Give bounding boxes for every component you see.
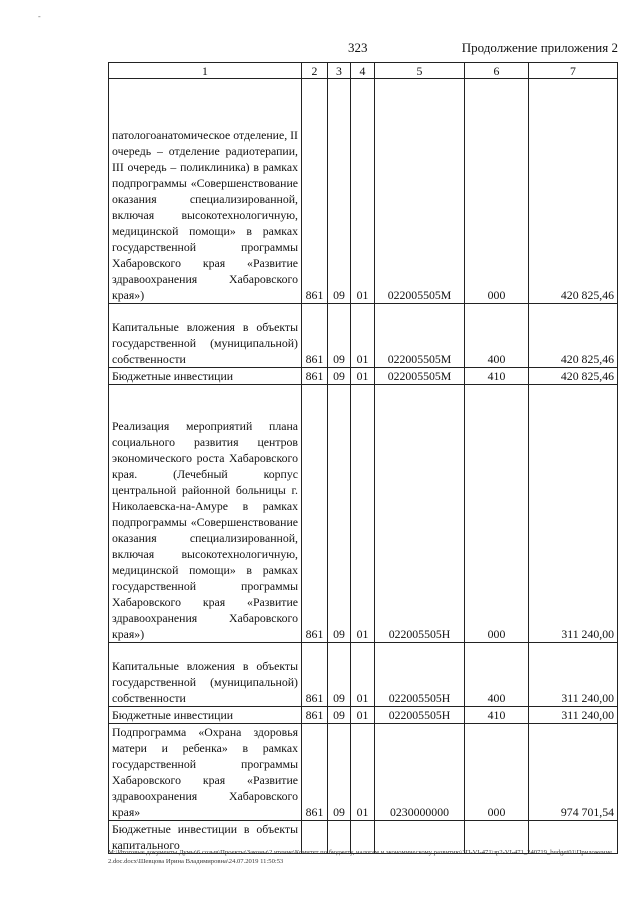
- row-amount: 420 825,46: [529, 79, 618, 304]
- row-grbs: 861: [302, 304, 328, 368]
- row-grbs: 861: [302, 724, 328, 821]
- row-name: патологоанатомическое отделение, II очередь – отделение радиотерапии, III очередь – поликлиника) в рамках подпрограммы «Совершенствование оказания специализированной, включая высокотехнологичную, медицинской помощи» в рамках государственной программы Хабаровского края «Развитие здравоохранения Хабаровского края»): [109, 79, 302, 304]
- row-csr: 022005505М: [375, 304, 465, 368]
- row-name: Бюджетные инвестиции в объекты капитального: [109, 821, 302, 854]
- row-amount: 420 825,46: [529, 368, 618, 385]
- column-header: 3: [328, 63, 351, 79]
- corner-mark: -: [38, 12, 41, 21]
- row-vr: 000: [465, 79, 529, 304]
- row-name: Бюджетные инвестиции: [109, 368, 302, 385]
- row-rz: 09: [328, 385, 351, 643]
- row-pr: 01: [351, 643, 375, 707]
- row-csr: 022005505Н: [375, 707, 465, 724]
- row-grbs: 861: [302, 707, 328, 724]
- column-header: 6: [465, 63, 529, 79]
- row-pr: 01: [351, 385, 375, 643]
- row-vr: 410: [465, 368, 529, 385]
- row-vr: 410: [465, 707, 529, 724]
- row-vr: 400: [465, 643, 529, 707]
- table-row: [109, 643, 618, 707]
- row-rz: 09: [328, 79, 351, 304]
- table-row: [109, 385, 618, 643]
- row-csr: 022005505Н: [375, 385, 465, 643]
- row-name: Капитальные вложения в объекты государственной (муниципальной) собственности: [109, 304, 302, 368]
- row-vr: 400: [465, 304, 529, 368]
- page-number: 323: [348, 40, 368, 55]
- row-pr: 01: [351, 707, 375, 724]
- row-grbs: 861: [302, 643, 328, 707]
- row-vr: 000: [465, 385, 529, 643]
- row-amount: 311 240,00: [529, 385, 618, 643]
- row-vr: 000: [465, 724, 529, 821]
- column-number-row: [109, 63, 618, 79]
- budget-table: [108, 62, 618, 854]
- table-row: [109, 368, 618, 385]
- table-row: [109, 304, 618, 368]
- column-header: 1: [109, 63, 302, 79]
- row-rz: 09: [328, 304, 351, 368]
- row-csr: 022005505М: [375, 368, 465, 385]
- row-amount: 974 701,54: [529, 724, 618, 821]
- row-name: Бюджетные инвестиции: [109, 707, 302, 724]
- row-pr: 01: [351, 368, 375, 385]
- row-name: Реализация мероприятий плана социального развития центров экономического роста Хабаровского края. (Лечебный корпус центральной районной больницы г. Николаевска-на-Амуре в рамках подпрограммы «Совершенствование оказания специализированной, включая высокотехнологичную, медицинской помощи» в рамках государственной программы Хабаровского края «Развитие здравоохранения Хабаровского края»): [109, 385, 302, 643]
- column-header: 7: [529, 63, 618, 79]
- row-name: Капитальные вложения в объекты государственной (муниципальной) собственности: [109, 643, 302, 707]
- row-name: Подпрограмма «Охрана здоровья матери и ребенка» в рамках государственной программы Хабаровского края «Развитие здравоохранения Хабаровского края»: [109, 724, 302, 821]
- table-row: [109, 79, 618, 304]
- row-rz: 09: [328, 707, 351, 724]
- row-amount: 420 825,46: [529, 304, 618, 368]
- row-rz: 09: [328, 643, 351, 707]
- row-amount: 311 240,00: [529, 707, 618, 724]
- row-rz: 09: [328, 368, 351, 385]
- file-path-footer: M:\Итоговые документы Думы\6 созыв\Проекты\Законы\2 чтение\Комитет по бюджету, налогам и экономическому развитию\ЗП-VI-471\зр2-VI-471_240719_budget01\Приложение 2.doc.docx\Шевцова Ирина Владимировна\24.07.2019 11:50:53: [108, 849, 613, 865]
- continuation-label: Продолжение приложения 2: [461, 40, 618, 55]
- row-grbs: 861: [302, 385, 328, 643]
- row-pr: 01: [351, 79, 375, 304]
- row-grbs: 861: [302, 368, 328, 385]
- row-csr: 022005505М: [375, 79, 465, 304]
- row-csr: 0230000000: [375, 724, 465, 821]
- table-row: [109, 707, 618, 724]
- row-pr: 01: [351, 304, 375, 368]
- column-header: 4: [351, 63, 375, 79]
- row-amount: 311 240,00: [529, 643, 618, 707]
- row-pr: 01: [351, 724, 375, 821]
- table-row: [109, 724, 618, 821]
- column-header: 2: [302, 63, 328, 79]
- row-grbs: 861: [302, 79, 328, 304]
- column-header: 5: [375, 63, 465, 79]
- row-csr: 022005505Н: [375, 643, 465, 707]
- row-rz: 09: [328, 724, 351, 821]
